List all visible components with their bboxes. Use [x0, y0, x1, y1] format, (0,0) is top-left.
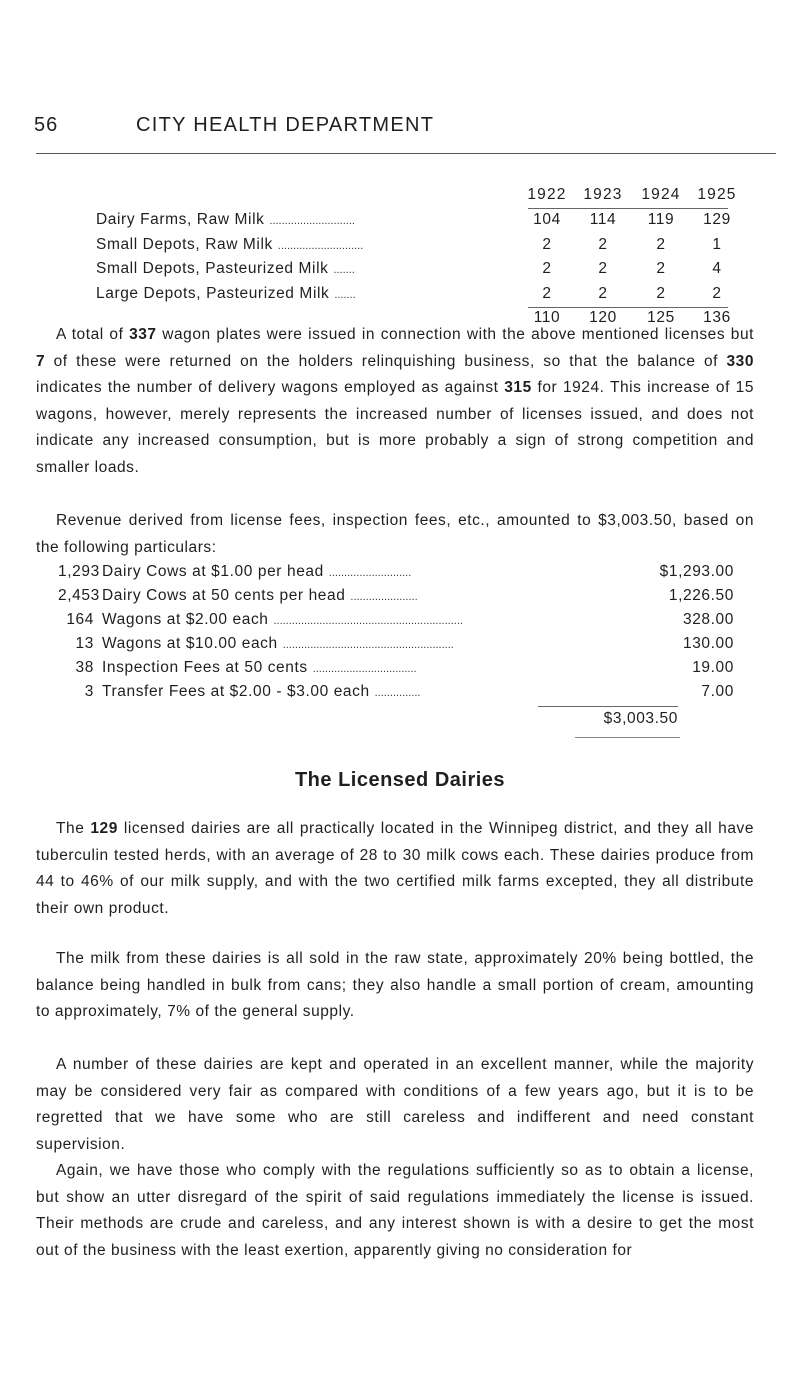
cell-value: 2 — [598, 235, 608, 253]
cell-value: 2 — [542, 260, 552, 277]
list-item — [58, 683, 738, 707]
table-row — [96, 260, 722, 285]
section-heading: The Licensed Dairies — [294, 769, 506, 791]
year-header: 1923 — [583, 186, 623, 203]
cell-value: 2 — [598, 284, 608, 302]
item-description: Wagons at $2.00 each .............................................................. — [102, 611, 463, 628]
year-header: 1925 — [697, 186, 737, 203]
revenue-total: $3,003.50 — [603, 710, 678, 727]
raw-milk-paragraph: The milk from these dairies is all sold in the raw state, approximately 20% being bottled, the balance being handled in bulk from cans; they also handle a small portion of cream, amounting to approximately, 7% of the general supply. — [36, 950, 754, 1020]
row-label: Dairy Farms, Raw Milk ............................ — [96, 211, 355, 228]
item-description: Wagons at $10.00 each ........................................................ — [102, 635, 454, 652]
total-value: 125 — [647, 309, 675, 326]
wagon-plates-paragraph: A total of 337 wagon plates were issued in connection with the above mentioned licenses but 7 of these were returned on the holders relinquishing business, so that the balance of 330 indicates the number of delivery wagons employed as against 315 for 1924. This increase of 15 wagons, however, merely represents the increased number of licenses issued, and does not indicate any increased consumption, but is more probably a sign of strong competition and smaller loads. — [36, 326, 754, 476]
cell-value: 2 — [656, 260, 666, 277]
totals-overline — [528, 307, 728, 308]
year-header: 1922 — [527, 186, 567, 203]
page-header — [0, 114, 800, 144]
revenue-total-underline — [575, 737, 680, 738]
license-table — [96, 186, 737, 334]
cell-value: 2 — [656, 235, 666, 253]
item-amount: $1,293.00 — [659, 563, 734, 580]
cell-value: 2 — [656, 284, 666, 302]
header-divider — [36, 153, 776, 154]
item-quantity: 3 — [84, 683, 94, 700]
cell-value: 2 — [598, 260, 608, 277]
cell-value: 2 — [542, 235, 552, 253]
year-header: 1924 — [641, 186, 681, 203]
regulations-paragraph: Again, we have those who comply with the regulations sufficiently so as to obtain a license, but show an utter disregard of the spirit of said regulations immediately the license is issued. Their methods are crude and careless, and any interest shown is with a desire to get the most out of the business with the least exertion, apparently giving no consideration for — [36, 1162, 754, 1259]
item-amount: 19.00 — [692, 659, 734, 676]
dairy-conditions-paragraph: A number of these dairies are kept and operated in an excellent manner, while the majority may be considered very fair as compared with conditions of a few years ago, but it is to be regretted that we have some who are still careless and indifferent and need constant supervision. — [36, 1056, 754, 1153]
item-amount: 130.00 — [682, 635, 734, 652]
item-quantity: 2,453 — [58, 587, 100, 604]
table-row — [96, 211, 731, 236]
revenue-intro-paragraph: Revenue derived from license fees, inspection fees, etc., amounted to $3,003.50, based on the following particulars: — [36, 512, 754, 556]
list-item — [58, 635, 738, 659]
item-amount: 328.00 — [682, 611, 734, 628]
item-description: Dairy Cows at $1.00 per head ........................... — [102, 563, 412, 580]
revenue-total-overline — [538, 706, 678, 707]
license-table-header — [96, 186, 737, 211]
licensed-dairies-paragraph: The 129 licensed dairies are all practically located in the Winnipeg district, and they all have tuberculin tested herds, with an average of 28 to 30 milk cows each. These dairies produce from 44 to 46% of our milk supply, and with the two certified milk farms excepted, they all distribute their own product. — [36, 820, 754, 917]
item-quantity: 38 — [75, 659, 94, 676]
item-quantity: 13 — [75, 635, 94, 652]
item-description: Dairy Cows at 50 cents per head ...................... — [102, 587, 418, 604]
cell-value: 2 — [542, 284, 552, 302]
table-row — [96, 284, 722, 310]
item-quantity: 1,293 — [58, 563, 100, 580]
item-description: Inspection Fees at 50 cents .................................. — [102, 659, 417, 676]
list-item — [58, 587, 738, 611]
cell-value: 2 — [712, 284, 722, 302]
page-number: 56 — [34, 114, 59, 136]
cell-value: 119 — [647, 211, 675, 228]
total-value: 120 — [589, 309, 617, 326]
item-quantity: 164 — [66, 611, 94, 628]
running-title: CITY HEALTH DEPARTMENT — [136, 114, 435, 136]
table-row — [96, 235, 722, 261]
total-value: 110 — [533, 309, 561, 326]
row-label: Small Depots, Raw Milk ............................ — [96, 235, 364, 253]
item-amount: 7.00 — [701, 683, 734, 700]
cell-value: 104 — [533, 211, 561, 228]
revenue-list — [58, 563, 738, 707]
header-underline — [528, 208, 728, 209]
item-amount: 1,226.50 — [668, 587, 734, 604]
cell-value: 1 — [712, 235, 722, 253]
list-item — [58, 611, 738, 635]
cell-value: 4 — [712, 260, 722, 277]
list-item — [58, 563, 738, 587]
item-description: Transfer Fees at $2.00 - $3.00 each ............... — [102, 683, 421, 700]
row-label: Large Depots, Pasteurized Milk ....... — [96, 284, 356, 302]
total-value: 136 — [703, 309, 731, 326]
cell-value: 129 — [703, 211, 731, 228]
row-label: Small Depots, Pasteurized Milk ....... — [96, 260, 355, 277]
list-item — [58, 659, 738, 683]
cell-value: 114 — [589, 211, 617, 228]
